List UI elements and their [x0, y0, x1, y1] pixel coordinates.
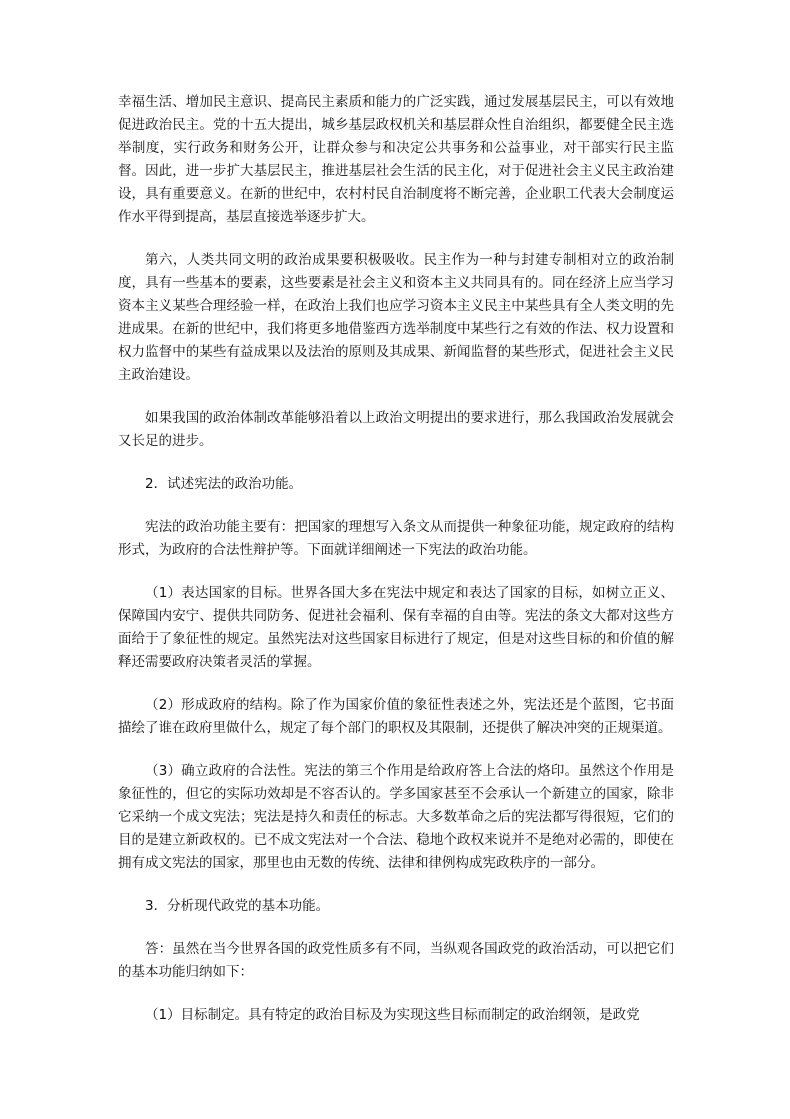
paragraph-constitution-point-1: （1）表达国家的目标。世界各国大多在宪法中规定和表达了国家的目标，如树立正义、保障国内安宁、提供共同防务、促进社会福利、保有幸福的自由等。宪法的条文大都对这些方面给于了象征性的规定。虽然宪法对这些国家目标进行了规定，但是对这些目标的和价值的解释还需要政府决策者灵活的掌握。: [118, 585, 674, 670]
paragraph-constitution-intro: 宪法的政治功能主要有：把国家的理想写入条文从而提供一种象征功能，规定政府的结构形式，为政府的合法性辩护等。下面就详细阐述一下宪法的政治功能。: [118, 519, 674, 558]
paragraph-conclusion: 如果我国的政治体制改革能够沿着以上政治文明提出的要求进行，那么我国政治发展就会又长足的进步。: [118, 410, 674, 449]
paragraph-party-point-1: （1）目标制定。具有特定的政治目标及为实现这些目标而制定的政治纲领，是政党: [145, 1007, 640, 1023]
paragraph-sixth-point: 第六，人类共同文明的政治成果要积极吸收。民主作为一种与封建专制相对立的政治制度，具有一些基本的要素，这些要素是社会主义和资本主义共同具有的。同在经济上应当学习资本主义某些合理经验一样，在政治上我们也应学习资本主义民主中某些具有全人类文明的先进成果。在新的世纪中，我们将更多地借鉴西方选举制度中某些行之有效的作法、权力设置和权力监督中的某些有益成果以及法治的原则及其成果、新闻监督的某些形式，促进社会主义民主政治建设。: [118, 252, 674, 383]
question-3-heading: 3．分析现代政党的基本功能。: [145, 898, 330, 914]
paragraph-constitution-point-2: （2）形成政府的结构。除了作为国家价值的象征性表述之外，宪法还是个蓝图，它书面描绘了谁在政府里做什么，规定了每个部门的职权及其限制，还提供了解决冲突的正规渠道。: [118, 697, 674, 736]
question-2-heading: 2．试述宪法的政治功能。: [145, 476, 303, 492]
document-body: [118, 91, 674, 1047]
paragraph-party-answer: 答：虽然在当今世界各国的政党性质多有不同，当纵观各国政党的政治活动，可以把它们的基本功能归纳如下：: [118, 941, 674, 980]
paragraph-constitution-point-3: （3）确立政府的合法性。宪法的第三个作用是给政府答上合法的烙印。虽然这个作用是象征性的，但它的实际功效却是不容否认的。学多国家甚至不会承认一个新建立的国家，除非它采纳一个成文宪法；宪法是持久和责任的标志。大多数革命之后的宪法都写得很短，它们的目的是建立新政权的。已不成文宪法对一个合法、稳地个政权来说并不是绝对必需的，即使在拥有成文宪法的国家，那里也由无数的传统、法律和律例构成宪政秩序的一部分。: [118, 763, 674, 871]
paragraph-basic-democracy: 幸福生活、增加民主意识、提高民主素质和能力的广泛实践，通过发展基层民主，可以有效地促进政治民主。党的十五大提出，城乡基层政权机关和基层群众性自治组织，都要健全民主选举制度，实行政务和财务公开，让群众参与和决定公共事务和公益事业，对干部实行民主监督。因此，进一步扩大基层民主，推进基层社会生活的民主化，对于促进社会主义民主政治建设，具有重要意义。在新的世纪中，农村村民自治制度将不断完善，企业职工代表大会制度运作水平得到提高，基层直接选举逐步扩大。: [118, 94, 674, 225]
